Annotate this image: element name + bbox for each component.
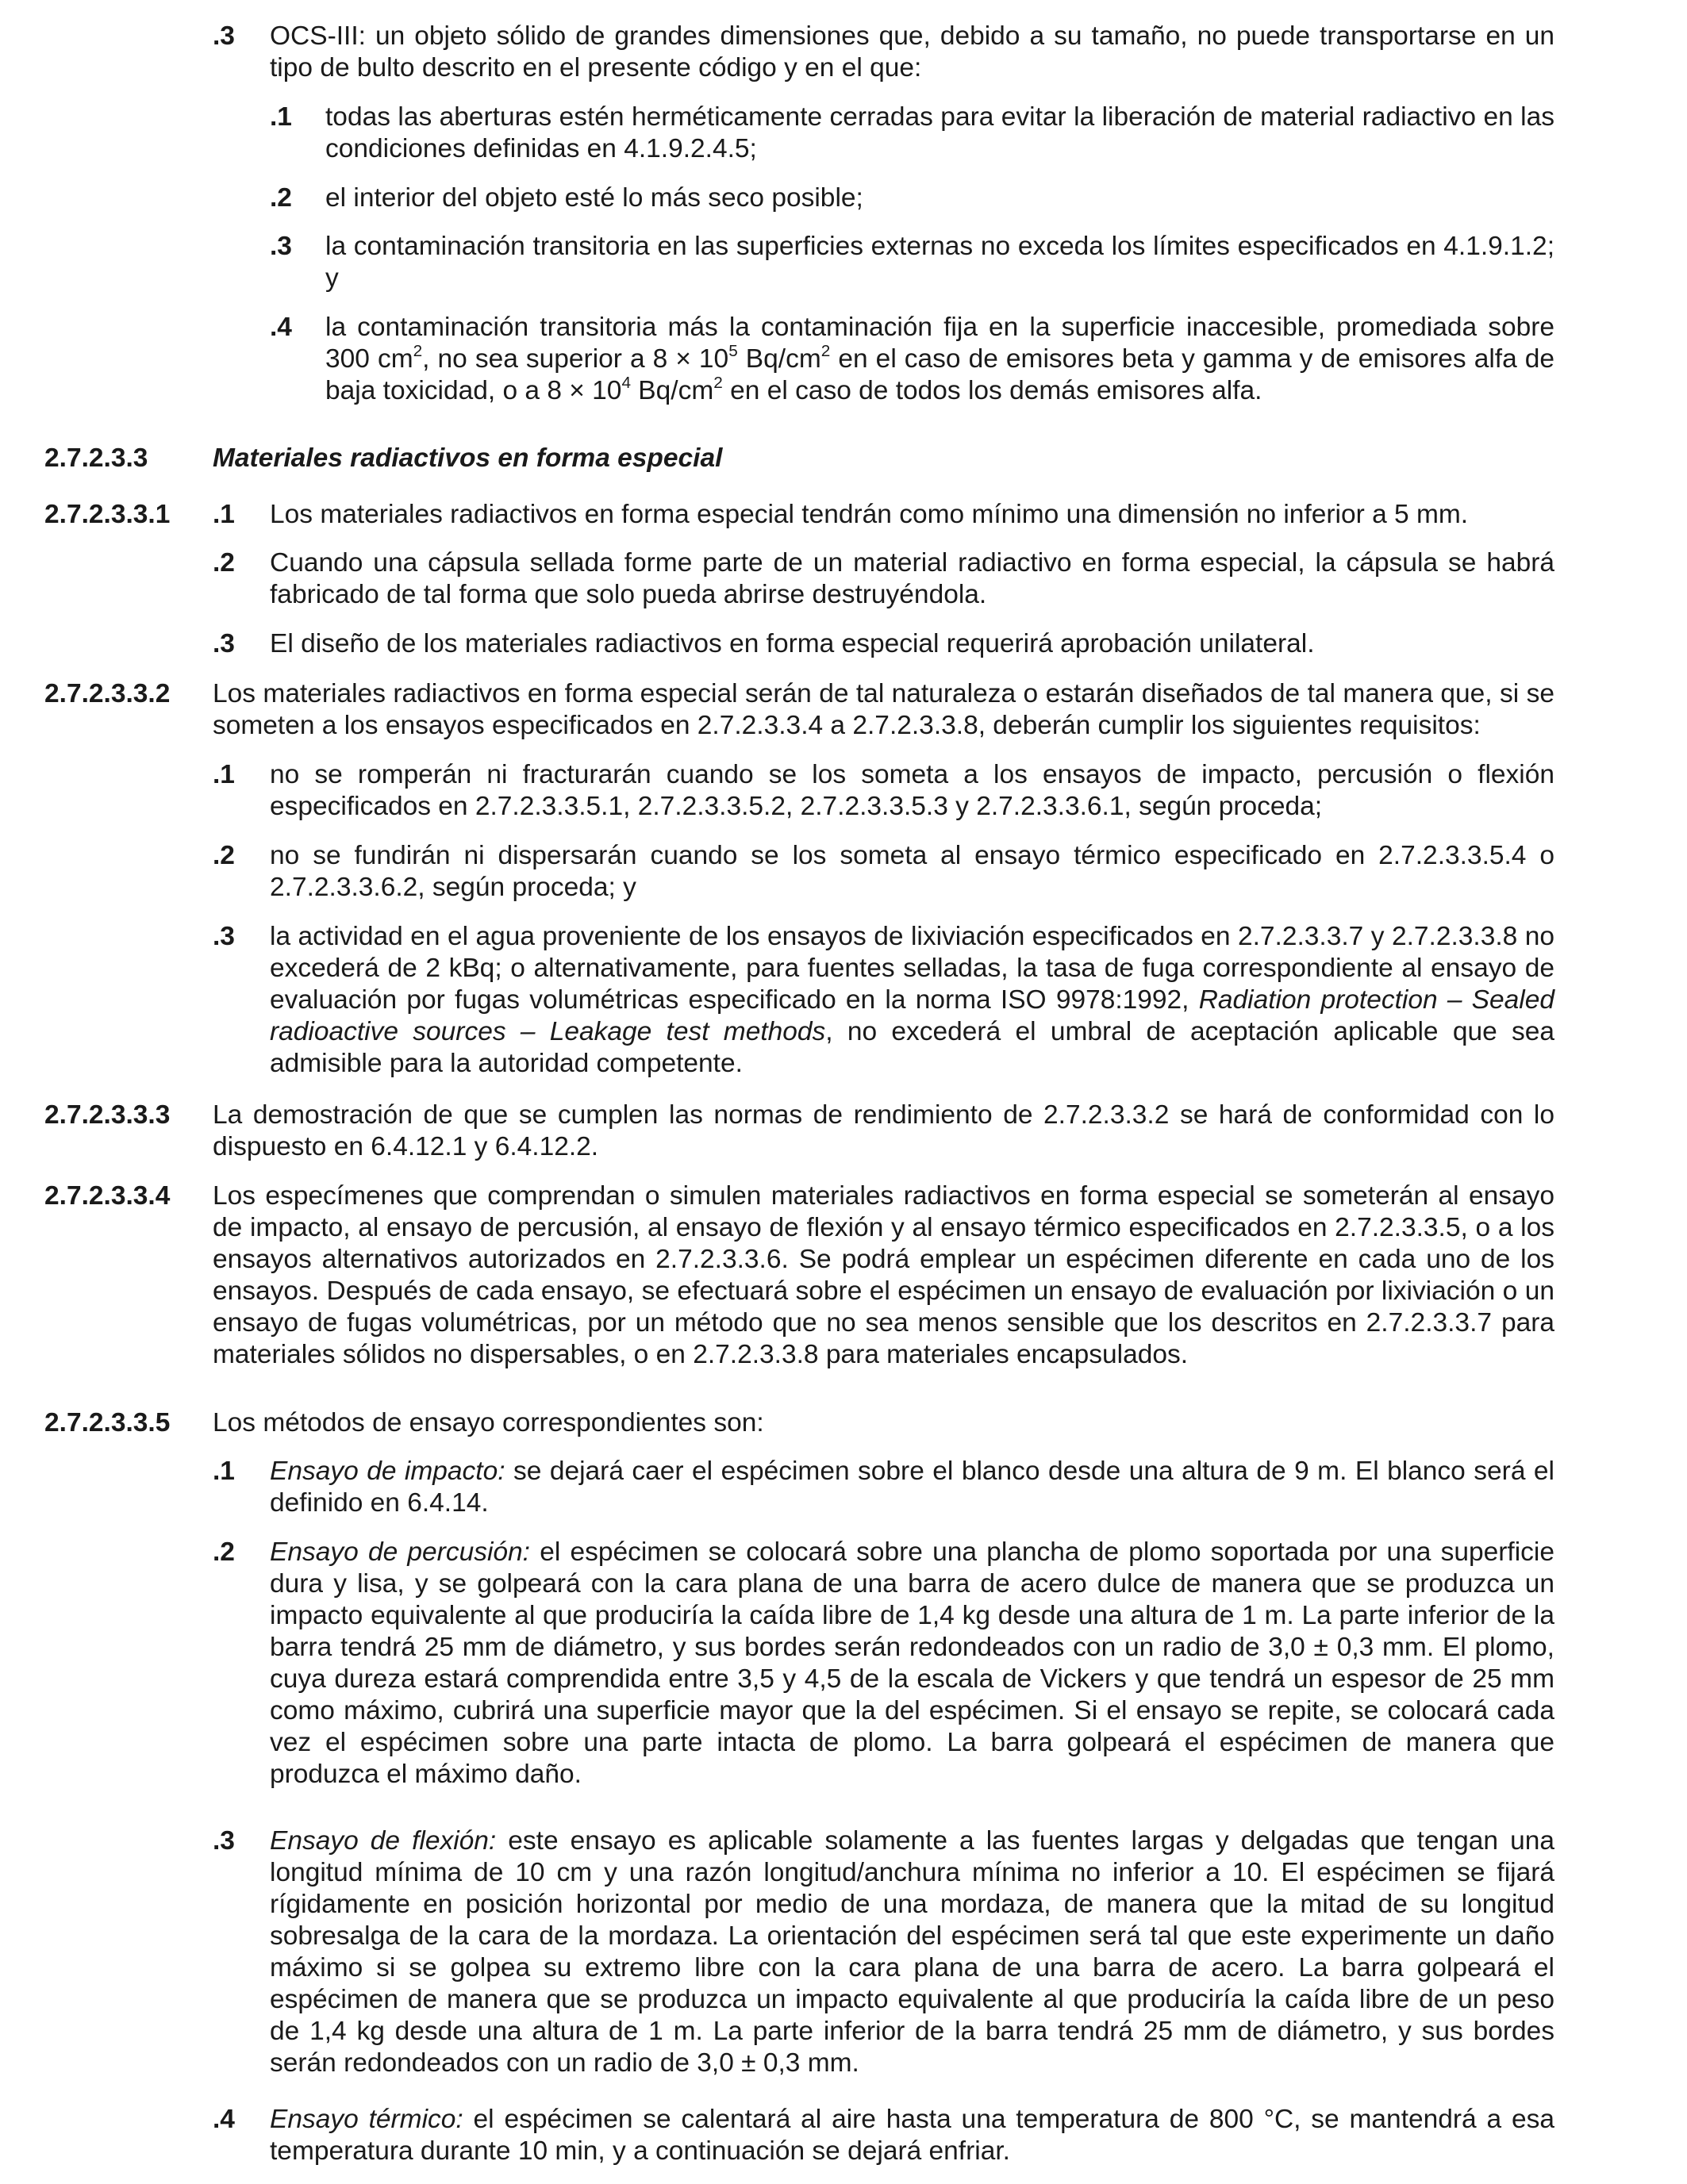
item-number: .1	[213, 500, 235, 529]
list-item: El diseño de los materiales radiactivos en forma especial requerirá aprobación unilateral.	[270, 629, 1315, 658]
item-number: .2	[213, 548, 235, 578]
item-number: .4	[270, 313, 292, 342]
item-number: .3	[213, 21, 235, 51]
list-item: Ensayo de percusión: el espécimen se colocará sobre una plancha de plomo soportada por una superficie dura y lisa, y se golpeará con la cara plana de una barra de acero dulce de manera que se produzca un impacto equivalente al que produciría la caída libre de 1,4 kg desde una altura de 1 m. La parte inferior de la barra tendrá 25 mm de diámetro, y sus bordes serán redondeados con un radio de 3,0 ± 0,3 mm. El plomo, cuya dureza estará comprendida entre 3,5 y 4,5 de la escala de Vickers y que tendrá un espesor de 25 mm como máximo, cubrirá una superficie mayor que la del espécimen. Si el ensayo se repite, se colocará cada vez el espécimen sobre una parte intacta de plomo. La barra golpeará el espécimen de manera que produzca el máximo daño.	[270, 1537, 1554, 1789]
list-item: la actividad en el agua proveniente de los ensayos de lixiviación especificados en 2.7.2.3.3.7 y 2.7.2.3.3.8 no excederá de 2 kBq; o alternativamente, para fuentes selladas, la tasa de fuga correspondiente al ensayo de evaluación por fugas volumétricas especificado en la norma ISO 9978:1992, Radiation protection – Sealed radioactive sources – Leakage test methods, no excederá el umbral de aceptación aplicable que sea admisible para la autoridad competente.	[270, 922, 1554, 1078]
item-number: .3	[213, 629, 235, 658]
paragraph: La demostración de que se cumplen las normas de rendimiento de 2.7.2.3.3.2 se hará de conformidad con lo dispuesto en 6.4.12.1 y 6.4.12.2.	[213, 1100, 1554, 1161]
list-item: todas las aberturas estén herméticamente cerradas para evitar la liberación de material radiactivo en las condiciones definidas en 4.1.9.2.4.5;	[325, 102, 1554, 163]
item-number: .3	[270, 232, 292, 261]
item-number: .2	[270, 183, 292, 213]
list-item: Ensayo de flexión: este ensayo es aplicable solamente a las fuentes largas y delgadas que tengan una longitud mínima de 10 cm y una razón longitud/anchura mínima no inferior a 10. El espécimen se fijará rígidamente en posición horizontal por medio de una mordaza, de manera que la mitad de su longitud sobresalga de la cara de la mordaza. La orientación del espécimen será tal que este experimente un daño máximo si se golpea su extremo libre con la cara plana de una barra de acero. La barra golpeará el espécimen de manera que se produzca un impacto equivalente al que produciría la caída libre de un peso de 1,4 kg desde una altura de 1 m. La parte inferior de la barra tendrá 25 mm de diámetro, y sus bordes serán redondeados con un radio de 3,0 ± 0,3 mm.	[270, 1826, 1555, 2078]
section-heading: Materiales radiactivos en forma especial	[213, 443, 723, 473]
paragraph: Los métodos de ensayo correspondientes son:	[213, 1408, 764, 1437]
item-number: .3	[213, 922, 235, 951]
section-number: 2.7.2.3.3	[44, 443, 148, 473]
paragraph: Los especímenes que comprendan o simulen materiales radiactivos en forma especial se someterán al ensayo de impacto, al ensayo de percusión, al ensayo de flexión y al ensayo térmico especificados en 2.7.2.3.3.5, o a los ensayos alternativos autorizados en 2.7.2.3.3.6. Se podrá emplear un espécimen diferente en cada uno de los ensayos. Después de cada ensayo, se efectuará sobre el espécimen un ensayo de evaluación por lixiviación o un ensayo de fugas volumétricas, por un método que no sea menos sensible que los descritos en 2.7.2.3.3.7 para materiales sólidos no dispersables, o en 2.7.2.3.3.8 para materiales encapsulados.	[213, 1181, 1554, 1369]
paragraph: Los materiales radiactivos en forma especial serán de tal naturaleza o estarán diseñados de tal manera que, si se someten a los ensayos especificados en 2.7.2.3.3.4 a 2.7.2.3.3.8, deberán cumplir los siguientes requisitos:	[213, 679, 1554, 740]
section-number: 2.7.2.3.3.2	[44, 679, 171, 708]
section-number: 2.7.2.3.3.3	[44, 1100, 171, 1130]
item-number: .2	[213, 1537, 235, 1567]
section-number: 2.7.2.3.3.4	[44, 1181, 171, 1211]
list-item: Los materiales radiactivos en forma especial tendrán como mínimo una dimensión no inferior a 5 mm.	[270, 500, 1469, 529]
item-number: .1	[270, 102, 292, 132]
list-item: no se romperán ni fracturarán cuando se los someta a los ensayos de impacto, percusión o flexión especificados en 2.7.2.3.3.5.1, 2.7.2.3.3.5.2, 2.7.2.3.3.5.3 y 2.7.2.3.3.6.1, según proceda;	[270, 760, 1554, 821]
item-number: .2	[213, 841, 235, 870]
item-number: .3	[213, 1826, 235, 1856]
list-item: Ensayo térmico: el espécimen se calentará al aire hasta una temperatura de 800 °C, se mantendrá a esa temperatura durante 10 min, y a continuación se dejará enfriar.	[270, 2105, 1554, 2166]
section-number: 2.7.2.3.3.1	[44, 500, 171, 529]
section-number: 2.7.2.3.3.5	[44, 1408, 171, 1437]
list-item: Cuando una cápsula sellada forme parte de un material radiactivo en forma especial, la cápsula se habrá fabricado de tal forma que solo pueda abrirse destruyéndola.	[270, 548, 1554, 609]
paragraph: OCS-III: un objeto sólido de grandes dimensiones que, debido a su tamaño, no puede transportarse en un tipo de bulto descrito en el presente código y en el que:	[270, 21, 1554, 83]
item-number: .1	[213, 1457, 235, 1486]
list-item: no se fundirán ni dispersarán cuando se los someta al ensayo térmico especificado en 2.7.2.3.3.5.4 o 2.7.2.3.3.6.2, según proceda; y	[270, 841, 1554, 902]
item-number: .4	[213, 2105, 235, 2134]
list-item: la contaminación transitoria más la contaminación fija en la superficie inaccesible, promediada sobre 300 $cm^2$, no sea superior a $8 \times 10^5$ $Bq/cm^2$ en el caso de emisores beta y gamma y de emisores alfa de baja toxicidad, o a $8 \times 10^4$ $Bq/cm^2$ en el caso de todos los demás emisores alfa.	[325, 313, 1555, 405]
item-number: .1	[213, 760, 235, 789]
list-item: Ensayo de impacto: se dejará caer el espécimen sobre el blanco desde una altura de 9 m. El blanco será el definido en 6.4.14.	[270, 1457, 1554, 1518]
list-item: la contaminación transitoria en las superficies externas no exceda los límites especificados en 4.1.9.1.2; y	[325, 232, 1554, 293]
list-item: el interior del objeto esté lo más seco posible;	[325, 183, 863, 213]
